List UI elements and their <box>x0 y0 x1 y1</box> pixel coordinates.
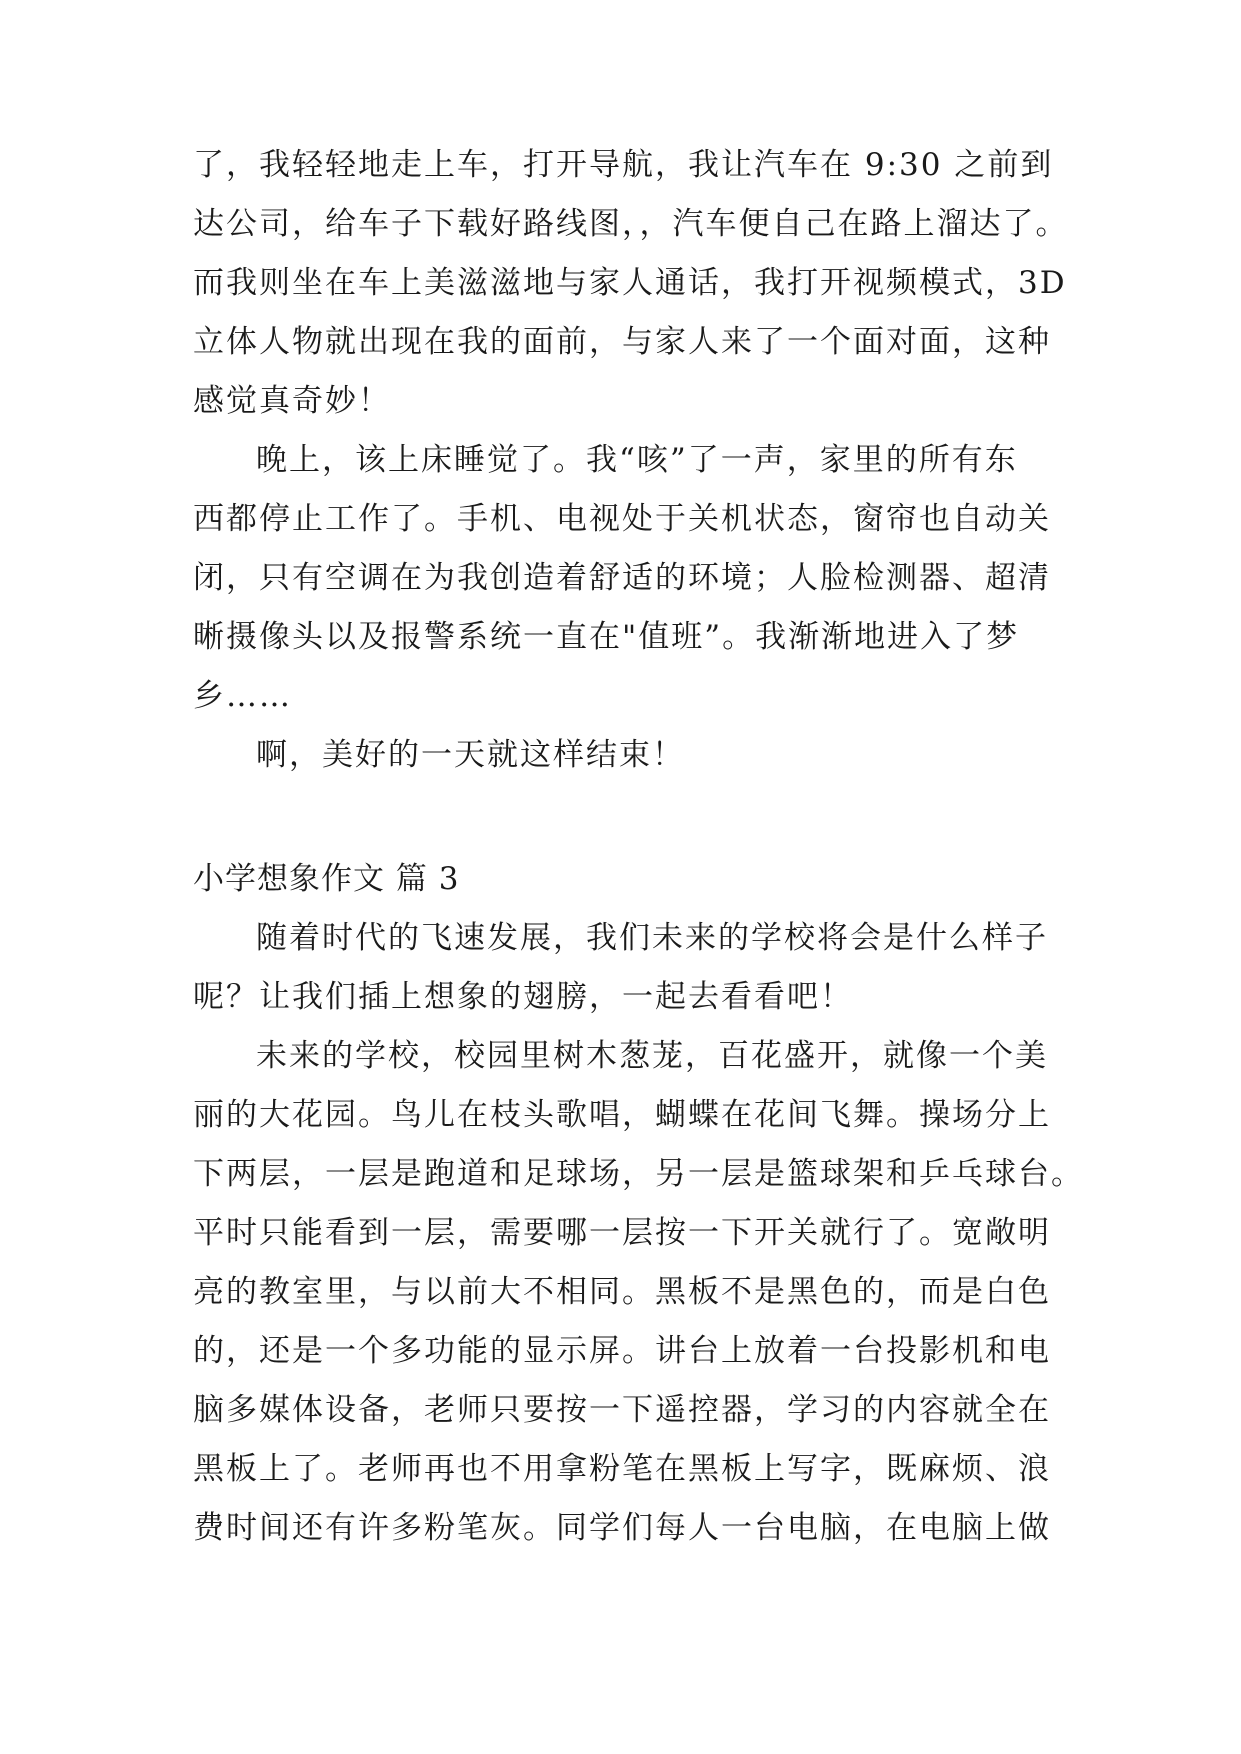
text-line: 黑板上了。老师再也不用拿粉笔在黑板上写字，既麻烦、浪 <box>193 1451 1051 1487</box>
text-line: 晚上，该上床睡觉了。我“咳”了一声，家里的所有东 <box>256 442 1018 478</box>
text-line: 的，还是一个多功能的显示屏。讲台上放着一台投影机和电 <box>193 1333 1051 1369</box>
text-line: 啊，美好的一天就这样结束！ <box>256 737 685 773</box>
text-line: 感觉真奇妙！ <box>193 383 391 419</box>
text-line: 西都停止工作了。手机、电视处于关机状态，窗帘也自动关 <box>193 501 1051 537</box>
text-line: 未来的学校，校园里树木葱茏，百花盛开，就像一个美 <box>256 1038 1048 1074</box>
paragraph-continued <box>193 136 1073 431</box>
text-line: 了，我轻轻地走上车，打开导航，我让汽车在 9:30 之前到 <box>193 147 1054 183</box>
text-line: 丽的大花园。鸟儿在枝头歌唱，蝴蝶在花间飞舞。操场分上 <box>193 1097 1051 1133</box>
paragraph-intro <box>193 909 1073 1027</box>
paragraph-ending <box>193 726 1073 785</box>
text-line: 达公司，给车子下载好路线图，，汽车便自己在路上溜达了。 <box>193 206 1069 242</box>
text-line: 立体人物就出现在我的面前，与家人来了一个面对面，这种 <box>193 324 1051 360</box>
section-title: 小学想象作文 篇 3 <box>193 861 460 897</box>
paragraph-future-school <box>193 1027 1084 1558</box>
text-line: 费时间还有许多粉笔灰。同学们每人一台电脑，在电脑上做 <box>193 1510 1051 1546</box>
text-line: 乡…… <box>193 678 292 714</box>
text-line: 平时只能看到一层，需要哪一层按一下开关就行了。宽敞明 <box>193 1215 1051 1251</box>
text-line: 晰摄像头以及报警系统一直在"值班”。我渐渐地进入了梦 <box>193 619 1020 655</box>
text-line: 随着时代的飞速发展，我们未来的学校将会是什么样子 <box>256 920 1048 956</box>
text-line: 下两层，一层是跑道和足球场，另一层是篮球架和乒乓球台。 <box>193 1156 1084 1192</box>
section-heading <box>193 850 1073 909</box>
text-line: 脑多媒体设备，老师只要按一下遥控器，学习的内容就全在 <box>193 1392 1051 1428</box>
text-line: 亮的教室里，与以前大不相同。黑板不是黑色的，而是白色 <box>193 1274 1051 1310</box>
text-line: 而我则坐在车上美滋滋地与家人通话，我打开视频模式，3D <box>193 265 1067 301</box>
paragraph-evening <box>193 431 1073 726</box>
text-line: 呢？让我们插上想象的翅膀，一起去看看吧！ <box>193 979 853 1015</box>
text-line: 闭，只有空调在为我创造着舒适的环境；人脸检测器、超清 <box>193 560 1051 596</box>
